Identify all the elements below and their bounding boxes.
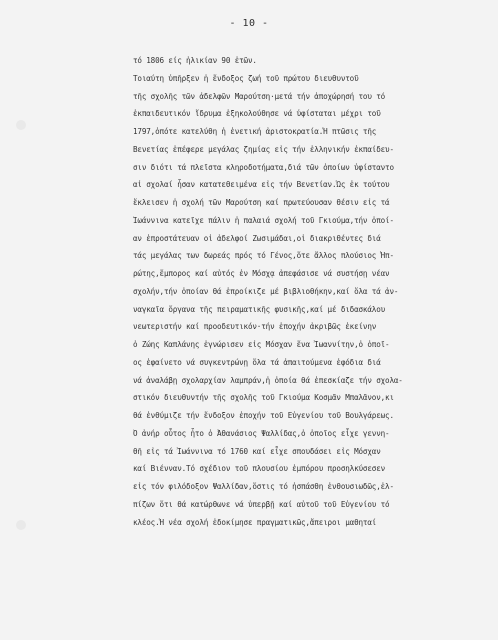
text-line: Ἰωάννινα κατεῖχε πάλιν ἡ παλαιά σχολή τοῦ Γκιούμα,τήν ὁποί- xyxy=(133,215,394,225)
text-line: ὁ Ζώης Καπλάνης ἐγνώρισεν εἰς Μόσχαν ἕνα Ἰωαννίτην,ὁ ὁποῖ- xyxy=(133,340,390,349)
text-line: εἰς τόν φιλόδοξον Ψαλλίδαν,ὅστις τό ἠσπάσθη ἐνθουσιωδῶς,ἐλ- xyxy=(133,482,394,491)
text-line: τάς μεγάλας των δωρεάς πρός τό Γένος,ὅτε ἄλλος πλούσιος Ἠπ- xyxy=(133,251,394,261)
text-line: Ὁ ἀνήρ οὗτος ἦτο ὁ Ἀθανάσιος Ψαλλίδας,ὁ ὁποῖος εἶχε γεννη- xyxy=(133,428,390,438)
text-line: στικόν διευθυντήν τῆς σχολῆς τοῦ Γκιούμα Κοσμᾶν Μπαλᾶνον,κι xyxy=(133,393,394,403)
text-line: ἐκπαιδευτικόν ἵδρυμα ἐξηκολούθησε νά ὑφίσταται μέχρι τοῦ xyxy=(133,109,381,119)
text-line: τῆς σχολῆς τῶν ἀδελφῶν Μαρούτση·μετά τήν ἀποχώρησή του τό xyxy=(133,91,386,101)
text-line: πίζων ὅτι θά κατώρθωνε νά ὑπερβῇ καί αὐτοῦ τοῦ Εὐγενίου τό xyxy=(133,499,390,509)
text-line: Τοιαύτη ὑπῆρξεν ἡ ἔνδοξος ζωή τοῦ πρώτου διευθυντοῦ xyxy=(133,73,359,83)
body-text xyxy=(133,52,489,531)
text-line: ος ἐφαίνετο νά συγκεντρώνῃ ὅλα τά ἀπαιτούμενα ἐφόδια διά xyxy=(133,357,381,367)
text-line: αν ἐπροστάτευαν οἱ ἀδελφοί Ζωσιμάδαι,οἱ διακριθέντες διά xyxy=(133,233,381,243)
text-line: ρώτης,ἔμπορος καί αὐτός ἐν Μόσχᾳ ἀπεφάσισε νά συστήσῃ νέαν xyxy=(133,269,390,278)
text-line: 1797,ὁπότε κατελύθη ἡ ἑνετική ἀριστοκρατία.Ἡ πτῶσις τῆς xyxy=(133,127,377,136)
text-line: σχολήν,τήν ὁποίαν θά ἐπροίκιζε μέ βιβλιοθήκην,καί ὅλα τά ἀν- xyxy=(133,286,399,296)
binder-hole-mark xyxy=(16,520,26,530)
text-line: ἔκλεισεν ἡ σχολή τῶν Μαρούτση καί πρωτεύουσαν θέσιν εἰς τά xyxy=(133,198,390,207)
text-line: νά ἀναλάβῃ σχολαρχίαν λαμπράν,ἡ ὁποία θά ἐπεσκίαζε τήν σχολα- xyxy=(133,375,403,385)
text-line: θά ἐνθύμιζε τήν ἔνδοξον ἐποχήν τοῦ Εὐγενίου τοῦ Βουλγάρεως. xyxy=(133,411,394,420)
binder-hole-mark xyxy=(16,120,26,130)
text-line: κλέος.Ἡ νέα σχολή ἐδοκίμησε πραγματικῶς,ἄπειροι μαθηταί xyxy=(133,517,377,527)
text-line: νεωτεριστήν καί προοδευτικόν·τήν ἐποχήν ἀκριβῶς ἐκείνην xyxy=(133,322,377,332)
text-line: ναγκαῖα ὄργανα τῆς πειραματικῆς φυσικῆς,καί μέ διδασκάλου xyxy=(133,304,386,314)
text-line: αἱ σχολαί ἦσαν κατατεθειμένα εἰς τήν Βενετίαν.Ὡς ἐκ τούτου xyxy=(133,180,390,190)
page-number: - 10 - xyxy=(229,18,269,29)
text-line: τό 1806 είς ἡλικίαν 90 ἐτῶν. xyxy=(133,56,257,65)
text-line: καί Βιένναν.Τό σχέδιον τοῦ πλουσίου ἐμπόρου προσηλκύσεσεν xyxy=(133,464,386,474)
text-line: Βενετίας ἐπέφερε μεγάλας ζημίας εἰς τήν ἑλληνικήν ἐκπαίδευ- xyxy=(133,144,394,154)
text-line: σιν διότι τά πλεῖστα κληροδοτήματα,διά τῶν ὁποίων ὑφίσταντο xyxy=(133,162,394,172)
text-line: θῆ εἰς τά Ἰωάννινα τό 1760 καί εἶχε σπουδάσει εἰς Μόσχαν xyxy=(133,446,381,456)
